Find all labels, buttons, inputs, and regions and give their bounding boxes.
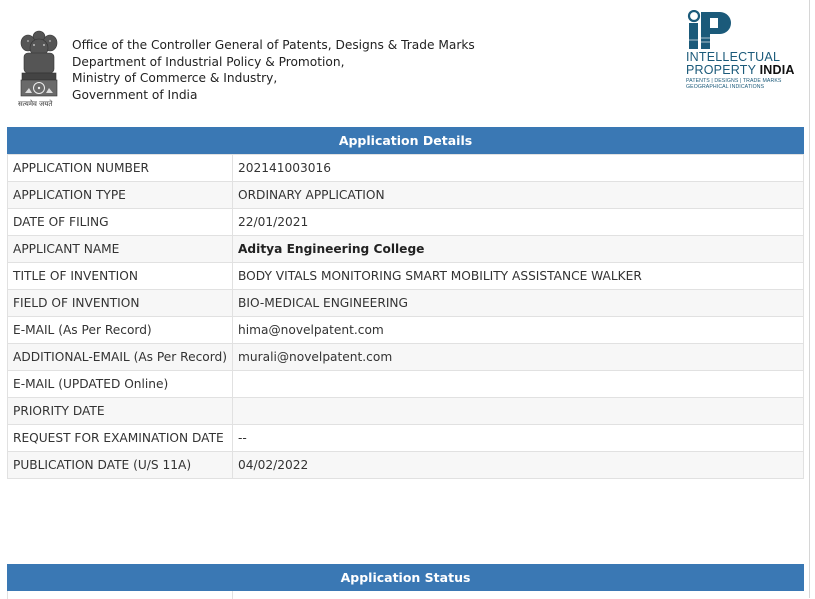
- field-value: 202141003016: [233, 155, 804, 182]
- table-row: [8, 344, 804, 371]
- table-row: [8, 317, 804, 344]
- field-label: E-MAIL (As Per Record): [8, 317, 233, 344]
- application-details-table: [7, 154, 804, 479]
- table-row: [8, 263, 804, 290]
- office-line: Office of the Controller General of Patents, Designs & Trade Marks: [72, 38, 475, 52]
- table-row: [8, 398, 804, 425]
- field-label: FIELD OF INVENTION: [8, 290, 233, 317]
- table-row: [8, 209, 804, 236]
- table-row: [8, 371, 804, 398]
- office-title-block: [72, 37, 475, 103]
- logo-line-intellectual: INTELLECTUAL: [686, 50, 781, 64]
- field-value: [233, 371, 804, 398]
- field-label: APPLICANT NAME: [8, 236, 233, 263]
- field-label: APPLICATION TYPE: [8, 182, 233, 209]
- national-emblem-icon: [16, 27, 62, 109]
- logo-line-property-india: [686, 64, 795, 77]
- field-label: PUBLICATION DATE (U/S 11A): [8, 452, 233, 479]
- field-label: PRIORITY DATE: [8, 398, 233, 425]
- ip-india-mark-icon: [686, 10, 734, 50]
- table-row: [8, 452, 804, 479]
- department-line: Department of Industrial Policy & Promotion,: [72, 54, 345, 69]
- field-label: APPLICATION NUMBER: [8, 155, 233, 182]
- page-header: [0, 0, 810, 126]
- application-status-header: Application Status: [7, 564, 804, 591]
- field-value: --: [233, 425, 804, 452]
- field-label: DATE OF FILING: [8, 209, 233, 236]
- table-row: [8, 155, 804, 182]
- table-row: [8, 290, 804, 317]
- field-value: ORDINARY APPLICATION: [233, 182, 804, 209]
- field-value: [233, 398, 804, 425]
- additional-email-value: murali@novelpatent.com: [233, 344, 804, 371]
- field-value: BODY VITALS MONITORING SMART MOBILITY ASSISTANCE WALKER: [233, 263, 804, 290]
- application-details-header: Application Details: [7, 127, 804, 154]
- table-row: [8, 236, 804, 263]
- field-label: E-MAIL (UPDATED Online): [8, 371, 233, 398]
- field-value: 04/02/2022: [233, 452, 804, 479]
- field-value: BIO-MEDICAL ENGINEERING: [233, 290, 804, 317]
- logo-word-property: PROPERTY: [686, 63, 760, 77]
- logo-subtitle-gi: GEOGRAPHICAL INDICATIONS: [686, 84, 765, 90]
- ministry-line: Ministry of Commerce & Industry,: [72, 71, 278, 85]
- table-row: [8, 425, 804, 452]
- email-value: hima@novelpatent.com: [233, 317, 804, 344]
- field-label: REQUEST FOR EXAMINATION DATE: [8, 425, 233, 452]
- government-line: Government of India: [72, 87, 198, 102]
- field-value: 22/01/2021: [233, 209, 804, 236]
- field-label: TITLE OF INVENTION: [8, 263, 233, 290]
- field-label: ADDITIONAL-EMAIL (As Per Record): [8, 344, 233, 371]
- logo-word-india: INDIA: [759, 63, 795, 77]
- logo-subtitle-patents: PATENTS | DESIGNS | TRADE MARKS: [686, 78, 782, 84]
- applicant-name-value: Aditya Engineering College: [233, 236, 804, 263]
- table-row: [8, 182, 804, 209]
- ip-india-logo[interactable]: [686, 10, 798, 95]
- emblem-caption: सत्यमेव जयते: [18, 100, 53, 108]
